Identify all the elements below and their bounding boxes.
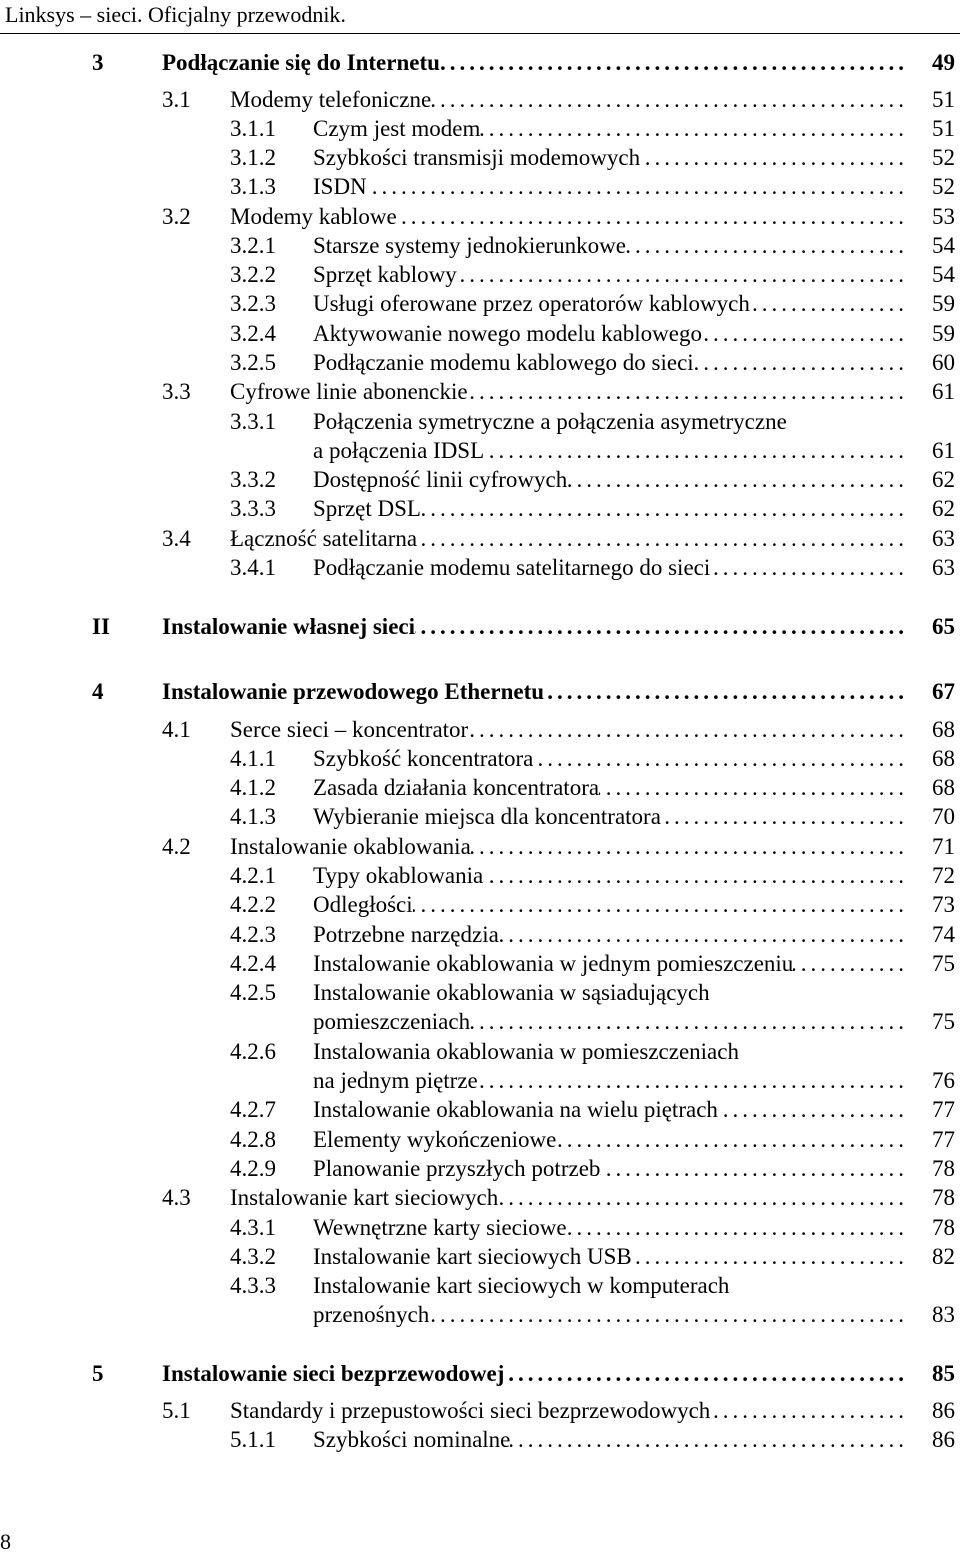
dot-leader <box>478 1066 908 1095</box>
dot-leader <box>457 260 908 289</box>
toc-entry-number: 5.1 <box>162 1398 191 1423</box>
toc-entry-title: Sprzęt kablowy <box>313 262 457 287</box>
dot-leader <box>498 1183 908 1212</box>
dot-leader <box>710 553 908 582</box>
dot-leader <box>499 920 908 949</box>
toc-entry-title: Szybkości nominalne <box>313 1427 511 1452</box>
toc-entry-page: 59 <box>932 321 955 346</box>
toc-entry-title: Instalowanie przewodowego Ethernetu <box>162 679 545 704</box>
toc-entry-number: 3.3.3 <box>230 496 276 521</box>
toc-entry-page: 77 <box>932 1127 955 1152</box>
toc-entry[interactable] <box>0 1095 960 1124</box>
toc-entry-number: 3.2.5 <box>230 350 276 375</box>
toc-entry-page: 86 <box>932 1398 955 1423</box>
dot-leader <box>484 436 908 465</box>
toc-entry-title-line <box>230 832 908 861</box>
toc-entry-title-line <box>313 348 908 377</box>
toc-entry-title-line <box>313 407 908 436</box>
dot-leader <box>793 949 908 978</box>
toc-entry-title-line <box>313 773 908 802</box>
toc-entry[interactable] <box>0 1425 960 1454</box>
toc-entry-title: Elementy wykończeniowe <box>313 1127 557 1152</box>
toc-entry-title-line <box>313 1095 908 1124</box>
dot-leader <box>480 114 908 143</box>
toc-entry-title: Instalowanie kart sieciowych USB <box>313 1244 632 1269</box>
toc-entry[interactable] <box>0 1154 960 1183</box>
toc-entry[interactable] <box>0 465 960 494</box>
toc-entry-title-line <box>313 1300 908 1329</box>
toc-entry-title-line <box>230 1396 908 1425</box>
toc-entry-title: Podłączanie modemu kablowego do sieci <box>313 350 694 375</box>
dot-leader <box>421 494 908 523</box>
toc-entry-page: 62 <box>932 467 955 492</box>
toc-entry-number: 4.2.1 <box>230 863 276 888</box>
toc-entry-number: 3.3.1 <box>230 409 276 434</box>
toc-entry-number: 4.2.8 <box>230 1127 276 1152</box>
dot-leader <box>702 319 908 348</box>
toc-entry-page: 82 <box>932 1244 955 1269</box>
toc-entry[interactable] <box>0 949 960 978</box>
toc-entry-title: Instalowanie sieci bezprzewodowej <box>162 1361 505 1386</box>
dot-leader <box>599 773 908 802</box>
toc-entry-page: 62 <box>932 496 955 521</box>
toc-entry-title: Potrzebne narzędzia <box>313 922 499 947</box>
toc-entry-title: Instalowanie własnej sieci <box>162 614 415 639</box>
dot-leader <box>510 1425 908 1454</box>
dot-leader <box>750 289 908 318</box>
toc-entry-number: 4.2.5 <box>230 980 276 1005</box>
toc-entry-title: ISDN <box>313 174 367 199</box>
toc-entry-number: 4.1.2 <box>230 775 276 800</box>
toc-entry-page: 86 <box>932 1427 955 1452</box>
toc-entry-title-line <box>313 553 908 582</box>
toc-entry[interactable] <box>0 85 960 114</box>
toc-entry-number: 5 <box>92 1361 104 1386</box>
dot-leader <box>567 1213 908 1242</box>
toc-entry-page: 52 <box>932 145 955 170</box>
toc-entry-title: Instalowanie kart sieciowych w komputerach <box>313 1273 730 1298</box>
toc-entry[interactable] <box>0 1125 960 1154</box>
toc-entry-number: 4.3 <box>162 1185 191 1210</box>
toc-entry-page: 65 <box>932 614 955 639</box>
toc-entry-page: 77 <box>932 1097 955 1122</box>
toc-entry-title-line <box>313 465 908 494</box>
toc-entry-title: przenośnych <box>313 1302 430 1327</box>
toc-entry-page: 68 <box>932 717 955 742</box>
toc-entry-title-line <box>230 715 908 744</box>
toc-entry-number: 3.2.4 <box>230 321 276 346</box>
toc-entry-page: 52 <box>932 174 955 199</box>
toc-entry-page: 85 <box>932 1361 955 1386</box>
toc-entry[interactable] <box>0 920 960 949</box>
toc-entry-title: Czym jest modem <box>313 116 481 141</box>
toc-entry-title: Wybieranie miejsca dla koncentratora <box>313 804 661 829</box>
toc-entry-number: 4.3.1 <box>230 1215 276 1240</box>
toc-entry[interactable] <box>0 289 960 318</box>
toc-entry-title: Połączenia symetryczne a połączenia asymetryczne <box>313 409 787 434</box>
toc-entry-title: Instalowanie okablowania <box>230 834 471 859</box>
dot-leader <box>468 377 908 406</box>
toc-entry[interactable] <box>0 677 960 706</box>
toc-entry-page: 70 <box>932 804 955 829</box>
toc-entry-number: 3.1.2 <box>230 145 276 170</box>
toc-entry-number: 3.2.2 <box>230 262 276 287</box>
toc-entry-title-line <box>313 920 908 949</box>
toc-entry-page: 72 <box>932 863 955 888</box>
toc-entry-title-line <box>162 677 908 706</box>
toc-entry[interactable] <box>0 260 960 289</box>
toc-entry-page: 61 <box>932 379 955 404</box>
dot-leader <box>504 1359 908 1388</box>
toc-entry-title: Instalowanie kart sieciowych <box>230 1185 499 1210</box>
toc-entry-number: 4.1.1 <box>230 746 276 771</box>
toc-entry[interactable] <box>0 1037 960 1066</box>
dot-leader <box>632 1242 908 1271</box>
toc-entry-number: 4.2.6 <box>230 1039 276 1064</box>
toc-entry-title-line <box>230 1183 908 1212</box>
toc-entry-title-line <box>313 1125 908 1154</box>
toc-entry-number: 3.2 <box>162 204 191 229</box>
toc-entry-number: II <box>92 614 110 639</box>
toc-entry-number: 3.3 <box>162 379 191 404</box>
toc-entry-number: 4.2.9 <box>230 1156 276 1181</box>
toc-entry-title: Instalowania okablowania w pomieszczeniach <box>313 1039 739 1064</box>
toc-entry-number: 4.2.3 <box>230 922 276 947</box>
toc-entry-title-line <box>313 1213 908 1242</box>
toc-entry-number: 3.1 <box>162 87 191 112</box>
toc-entry-title-line <box>230 524 908 553</box>
toc-entry-number: 3.1.1 <box>230 116 276 141</box>
toc-entry-number: 4.1 <box>162 717 191 742</box>
toc-entry-title: Instalowanie okablowania w sąsiadujących <box>313 980 710 1005</box>
toc-entry-number: 4.2 <box>162 834 191 859</box>
toc-entry-number: 4.3.2 <box>230 1244 276 1269</box>
toc-entry-page: 51 <box>932 116 955 141</box>
toc-entry-title-line <box>230 202 908 231</box>
toc-entry-number: 5.1.1 <box>230 1427 276 1452</box>
toc-entry-title: Łączność satelitarna <box>230 526 418 551</box>
toc-entry[interactable] <box>0 802 960 831</box>
dot-leader <box>431 85 908 114</box>
toc-entry-page: 63 <box>932 526 955 551</box>
toc-entry-number: 4 <box>92 679 104 704</box>
toc-entry-page: 68 <box>932 746 955 771</box>
toc-entry-title: Typy okablowania <box>313 863 484 888</box>
dot-leader <box>556 1125 908 1154</box>
toc-entry-title: Instalowanie okablowania w jednym pomieszczeniu <box>313 951 794 976</box>
toc-entry-continuation[interactable] <box>0 1300 960 1329</box>
toc-entry-title-line <box>313 1066 908 1095</box>
running-header: Linksys – sieci. Oficjalny przewodnik. <box>5 2 346 27</box>
dot-leader <box>544 677 908 706</box>
toc-entry-number: 3.3.2 <box>230 467 276 492</box>
dot-leader <box>470 1007 908 1036</box>
toc-entry[interactable] <box>0 114 960 143</box>
toc-entry-title: Serce sieci – koncentrator <box>230 717 469 742</box>
toc-entry-title: Starsze systemy jednokierunkowe <box>313 233 626 258</box>
toc-entry-page: 75 <box>932 951 955 976</box>
dot-leader <box>440 48 908 77</box>
toc-entry-page: 74 <box>932 922 955 947</box>
toc-entry-number: 3.2.3 <box>230 291 276 316</box>
toc-entry-title: pomieszczeniach <box>313 1009 471 1034</box>
toc-entry-page: 78 <box>932 1215 955 1240</box>
toc-entry-page: 61 <box>932 438 955 463</box>
toc-entry[interactable] <box>0 553 960 582</box>
toc-entry-title-line <box>313 436 908 465</box>
toc-entry[interactable] <box>0 143 960 172</box>
toc-entry-page: 60 <box>932 350 955 375</box>
toc-entry-number: 3.2.1 <box>230 233 276 258</box>
toc-entry-page: 75 <box>932 1009 955 1034</box>
toc-entry-title-line <box>313 978 908 1007</box>
toc-entry[interactable] <box>0 890 960 919</box>
toc-entry-title-line <box>313 114 908 143</box>
toc-entry-number: 4.1.3 <box>230 804 276 829</box>
dot-leader <box>718 1095 908 1124</box>
toc-entry-page: 78 <box>932 1185 955 1210</box>
toc-entry-title-line <box>313 319 908 348</box>
toc-entry-title-line <box>313 1271 908 1300</box>
dot-leader <box>413 890 908 919</box>
toc-entry[interactable] <box>0 377 960 406</box>
toc-entry-page: 68 <box>932 775 955 800</box>
toc-entry-page: 76 <box>932 1068 955 1093</box>
toc-entry-title: Podłączanie się do Internetu <box>162 50 440 75</box>
dot-leader <box>483 861 908 890</box>
toc-entry-page: 83 <box>932 1302 955 1327</box>
toc-entry-title: Cyfrowe linie abonenckie <box>230 379 468 404</box>
toc-entry[interactable] <box>0 202 960 231</box>
dot-leader <box>694 348 908 377</box>
toc-entry[interactable] <box>0 48 960 77</box>
toc-entry[interactable] <box>0 348 960 377</box>
toc-entry[interactable] <box>0 1396 960 1425</box>
dot-leader <box>710 1396 908 1425</box>
dot-leader <box>471 832 908 861</box>
toc-entry-number: 4.2.2 <box>230 892 276 917</box>
toc-entry-title: Dostępność linii cyfrowych <box>313 467 568 492</box>
toc-entry-continuation[interactable] <box>0 1007 960 1036</box>
toc-entry[interactable] <box>0 612 960 641</box>
dot-leader <box>600 1154 908 1183</box>
toc-entry-title: Szybkości transmisji modemowych <box>313 145 641 170</box>
toc-entry-title: Wewnętrzne karty sieciowe <box>313 1215 567 1240</box>
toc-entry-page: 78 <box>932 1156 955 1181</box>
toc-entry[interactable] <box>0 715 960 744</box>
dot-leader <box>417 524 908 553</box>
toc-entry-title: Szybkość koncentratora <box>313 746 534 771</box>
toc-entry-page: 51 <box>932 87 955 112</box>
toc-entry-title-line <box>162 1359 908 1388</box>
toc-entry[interactable] <box>0 1359 960 1388</box>
toc-entry-title-line <box>313 494 908 523</box>
toc-entry[interactable] <box>0 978 960 1007</box>
toc-entry-continuation[interactable] <box>0 1066 960 1095</box>
dot-leader <box>468 715 908 744</box>
toc-entry-title: a połączenia IDSL <box>313 438 485 463</box>
toc-entry[interactable] <box>0 1271 960 1300</box>
toc-entry-title: na jednym piętrze <box>313 1068 478 1093</box>
toc-entry-title-line <box>313 1037 908 1066</box>
toc-entry-page: 73 <box>932 892 955 917</box>
toc-entry-title: Modemy telefoniczne <box>230 87 432 112</box>
dot-leader <box>367 172 908 201</box>
toc-entry-title-line <box>162 48 908 77</box>
toc-entry-title-line <box>313 172 908 201</box>
toc-entry-title-line <box>313 949 908 978</box>
toc-entry-page: 63 <box>932 555 955 580</box>
toc-entry-title: Instalowanie okablowania na wielu piętrach <box>313 1097 718 1122</box>
toc-entry-title: Aktywowanie nowego modelu kablowego <box>313 321 703 346</box>
toc-entry[interactable] <box>0 524 960 553</box>
toc-entry-title-line <box>313 289 908 318</box>
toc-entry[interactable] <box>0 744 960 773</box>
toc-entry[interactable] <box>0 172 960 201</box>
toc-entry-page: 53 <box>932 204 955 229</box>
dot-leader <box>415 612 908 641</box>
toc-entry[interactable] <box>0 319 960 348</box>
toc-entry[interactable] <box>0 1242 960 1271</box>
toc-entry-title-line <box>313 744 908 773</box>
toc-entry[interactable] <box>0 773 960 802</box>
dot-leader <box>626 231 908 260</box>
toc-entry-title: Zasada działania koncentratora <box>313 775 600 800</box>
toc-entry-page: 54 <box>932 233 955 258</box>
toc-entry-title: Podłączanie modemu satelitarnego do sieci <box>313 555 711 580</box>
toc-entry-title-line <box>162 612 908 641</box>
page-number: 8 <box>0 1529 11 1554</box>
toc-entry-number: 3 <box>92 50 104 75</box>
toc-entry-number: 3.1.3 <box>230 174 276 199</box>
toc-entry[interactable] <box>0 1213 960 1242</box>
dot-leader <box>640 143 908 172</box>
toc-entry-number: 4.2.7 <box>230 1097 276 1122</box>
toc-entry-continuation[interactable] <box>0 436 960 465</box>
dot-leader <box>397 202 908 231</box>
toc-entry-page: 54 <box>932 262 955 287</box>
dot-leader <box>429 1300 908 1329</box>
toc-entry-title-line <box>313 143 908 172</box>
toc-entry-title-line <box>313 1425 908 1454</box>
toc-entry[interactable] <box>0 407 960 436</box>
toc-entry-number: 3.4 <box>162 526 191 551</box>
toc-entry-title-line <box>313 231 908 260</box>
toc-entry[interactable] <box>0 832 960 861</box>
toc-entry-title-line <box>313 1154 908 1183</box>
toc-entry-number: 4.2.4 <box>230 951 276 976</box>
toc-entry-title-line <box>230 377 908 406</box>
toc-entry-title-line <box>313 890 908 919</box>
toc-entry-title-line <box>313 1242 908 1271</box>
toc-entry[interactable] <box>0 231 960 260</box>
dot-leader <box>661 802 908 831</box>
toc-entry-title-line <box>313 861 908 890</box>
toc-entry[interactable] <box>0 1183 960 1212</box>
toc-entry-title: Usługi oferowane przez operatorów kablowych <box>313 291 750 316</box>
toc-entry-title: Modemy kablowe <box>230 204 397 229</box>
toc-entry-title: Planowanie przyszłych potrzeb <box>313 1156 601 1181</box>
toc-entry[interactable] <box>0 861 960 890</box>
toc-entry[interactable] <box>0 494 960 523</box>
toc-entry-title-line <box>313 1007 908 1036</box>
toc-entry-page: 49 <box>932 50 955 75</box>
toc-entry-title: Standardy i przepustowości sieci bezprzewodowych <box>230 1398 711 1423</box>
toc-entry-title-line <box>313 260 908 289</box>
dot-leader <box>533 744 908 773</box>
toc-entry-title-line <box>313 802 908 831</box>
toc-entry-page: 71 <box>932 834 955 859</box>
toc-entry-page: 67 <box>932 679 955 704</box>
toc-entry-number: 4.3.3 <box>230 1273 276 1298</box>
toc-entry-page: 59 <box>932 291 955 316</box>
toc-entry-title: Sprzęt DSL <box>313 496 421 521</box>
toc-entry-number: 3.4.1 <box>230 555 276 580</box>
toc-entry-title-line <box>230 85 908 114</box>
dot-leader <box>567 465 908 494</box>
toc-entry-title: Odległości <box>313 892 413 917</box>
